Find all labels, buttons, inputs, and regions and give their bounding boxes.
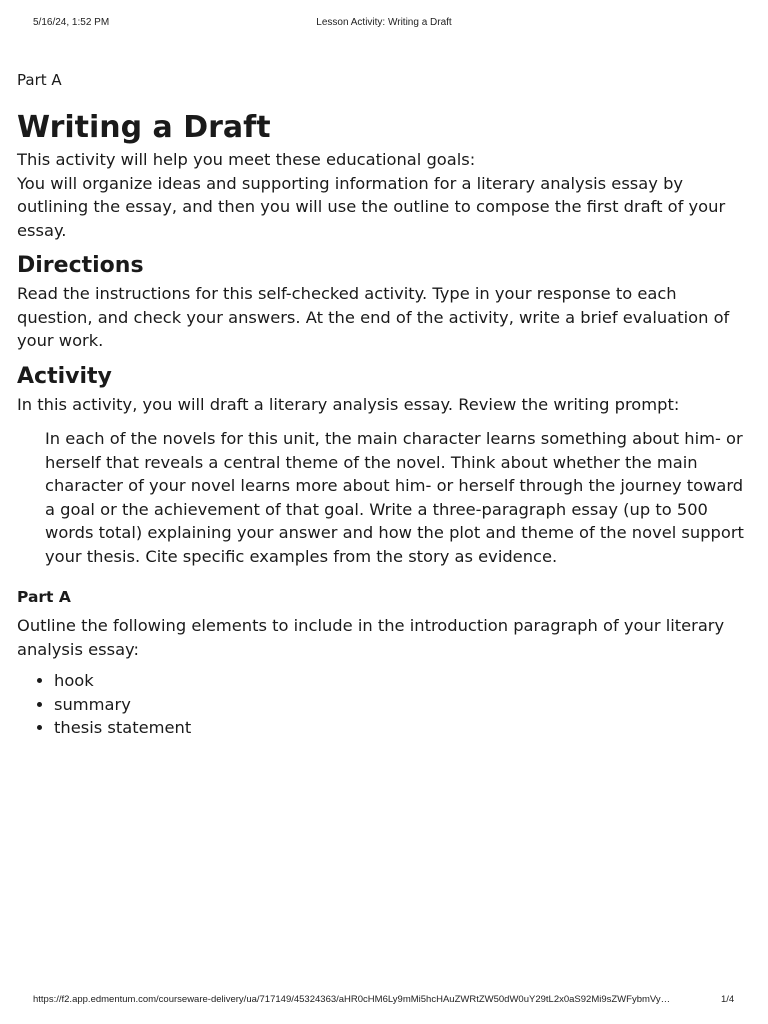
print-document-title: Lesson Activity: Writing a Draft (316, 17, 452, 28)
directions-heading: Directions (17, 253, 144, 278)
print-footer (0, 994, 768, 1008)
writing-prompt: In each of the novels for this unit, the main character learns something about him- or herself that reveals a central theme of the novel. Think about whether the main character of your novel learns more about him- or herself through the journey toward a goal or the achievement of that goal. Write a three-paragraph essay (up to 500 words total) explaining your answer and how the plot and theme of the novel support your thesis. Cite specific examples from the story as evidence. (45, 429, 744, 566)
part-a-list (17, 669, 752, 740)
activity-intro: In this activity, you will draft a literary analysis essay. Review the writing prompt: (17, 394, 680, 414)
part-a-heading: Part A (17, 588, 71, 606)
print-datetime: 5/16/24, 1:52 PM (33, 17, 110, 28)
list-item: • summary (54, 693, 752, 717)
print-header (0, 17, 768, 31)
goals-intro: This activity will help you meet these educational goals: (17, 150, 476, 169)
part-label: Part A (17, 71, 62, 89)
list-item: • thesis statement (54, 716, 752, 740)
lesson-content (17, 69, 752, 740)
part-a-text: Outline the following elements to include in the introduction paragraph of your literary analysis essay: (17, 616, 725, 659)
activity-heading: Activity (17, 363, 112, 389)
page-indicator: 1/4 (721, 994, 735, 1005)
page-title: Writing a Draft (17, 110, 271, 145)
goals-text: You will organize ideas and supporting information for a literary analysis essay by outlining the essay, and then you will use the outline to compose the first draft of your essay. (17, 173, 726, 240)
directions-text: Read the instructions for this self-checked activity. Type in your response to each question, and check your answers. At the end of the activity, write a brief evaluation of your work. (17, 284, 730, 350)
print-url: https://f2.app.edmentum.com/courseware-delivery/ua/717149/45324363/aHR0cHM6Ly9mMi5hcHAuZWRtZW50dW0uY29tL2x0aS92Mi9sZWFybmVy… (33, 994, 671, 1005)
list-item: • hook (54, 669, 752, 693)
